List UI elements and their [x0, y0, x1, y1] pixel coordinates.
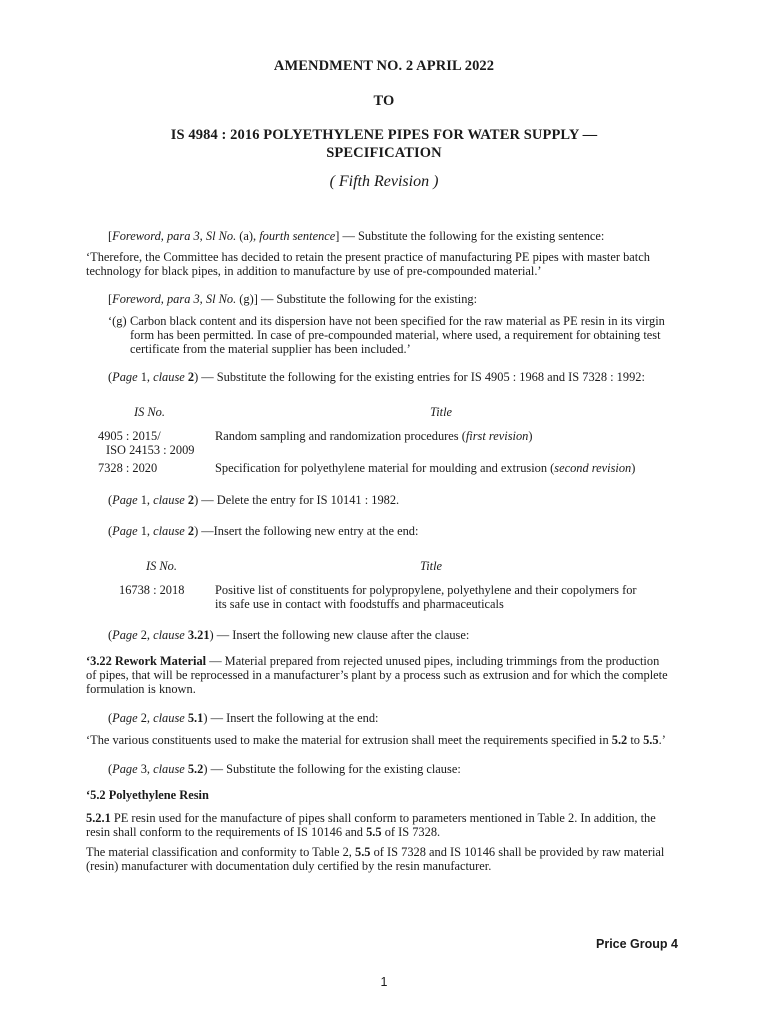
- amendment-to: TO: [373, 93, 395, 109]
- table-cell-isno: 7328 : 2020: [98, 461, 158, 475]
- paragraph-line: certificate from the material supplier has been included.’: [130, 342, 411, 356]
- clause-322-line1: ‘3.22 Rework Material — Material prepared from rejected unused pipes, including trimmings from the production: [86, 654, 660, 668]
- paragraph-line: 5.2.1 PE resin used for the manufacture of pipes shall conform to parameters mentioned in Table 2. In addition, the: [86, 811, 656, 825]
- paragraph-line: of pipes, that will be reprocessed in a manufacturer’s plant by a process such as extrusion and for which the complete: [86, 668, 668, 682]
- paragraph-line: ‘Therefore, the Committee has decided to retain the present practice of manufacturing PE pipes with master batch: [86, 250, 650, 264]
- standard-title-line2: SPECIFICATION: [326, 145, 442, 161]
- table-cell-isno: ISO 24153 : 2009: [106, 443, 195, 457]
- paragraph-line: The material classification and conformity to Table 2, 5.5 of IS 7328 and IS 10146 shall be provided by raw material: [86, 845, 665, 859]
- page-number: 1: [380, 975, 388, 989]
- table-cell-title: Specification for polyethylene material for moulding and extrusion (second revision): [215, 461, 636, 475]
- table-cell-title: its safe use in contact with foodstuffs and pharmaceuticals: [215, 597, 504, 611]
- paragraph-line: resin shall conform to the requirements of IS 10146 and 5.5 of IS 7328.: [86, 825, 441, 839]
- price-group: Price Group 4: [596, 937, 678, 951]
- instruction-page2-clause321: (Page 2, clause 3.21) — Insert the following new clause after the clause:: [108, 628, 470, 642]
- paragraph-line: ‘The various constituents used to make the material for extrusion shall meet the requirements specified in 5.2 to 5.5.’: [86, 733, 666, 747]
- revision-label: ( Fifth Revision ): [329, 173, 439, 190]
- instruction-page2-clause51: (Page 2, clause 5.1) — Insert the following at the end:: [108, 711, 379, 725]
- instruction-page3-clause52: (Page 3, clause 5.2) — Substitute the following for the existing clause:: [108, 762, 461, 776]
- table-header-title: Title: [430, 405, 453, 419]
- clause-52-heading: ‘5.2 Polyethylene Resin: [86, 788, 209, 802]
- instruction-foreword-g: [Foreword, para 3, Sl No. (g)] — Substitute the following for the existing:: [108, 292, 478, 306]
- paragraph-line: technology for black pipes, in addition to manufacture by use of pre-compounded material.’: [86, 264, 542, 278]
- table-header-isno: IS No.: [134, 405, 165, 419]
- paragraph-line: (resin) manufacturer with documentation duly certified by the resin manufacturer.: [86, 859, 492, 873]
- paragraph-line: form has been permitted. In case of pre-compounded material, where used, a requirement for obtaining test: [130, 328, 661, 342]
- table-cell-isno: 4905 : 2015/: [98, 429, 161, 443]
- table-cell-title: Random sampling and randomization procedures (first revision): [215, 429, 533, 443]
- table-cell-title: Positive list of constituents for polypropylene, polyethylene and their copolymers for: [215, 583, 637, 597]
- instruction-page1-clause2-substitute: (Page 1, clause 2) — Substitute the following for the existing entries for IS 4905 : 1968 and IS 7328 : 1992:: [108, 370, 645, 384]
- table-header-isno: IS No.: [146, 559, 177, 573]
- paragraph-line: formulation is known.: [86, 682, 196, 696]
- table-cell-isno: 16738 : 2018: [119, 583, 185, 597]
- standard-title-line1: IS 4984 : 2016 POLYETHYLENE PIPES FOR WATER SUPPLY —: [170, 127, 598, 143]
- instruction-foreword-a: [Foreword, para 3, Sl No. (a), fourth sentence] — Substitute the following for the existing sentence:: [108, 229, 605, 243]
- instruction-page1-clause2-insert: (Page 1, clause 2) —Insert the following new entry at the end:: [108, 524, 419, 538]
- list-label-g: ‘(g): [108, 314, 127, 328]
- table-header-title: Title: [420, 559, 443, 573]
- paragraph-line: Carbon black content and its dispersion have not been specified for the raw material as PE resin in its virgin: [130, 314, 665, 328]
- instruction-page1-clause2-delete: (Page 1, clause 2) — Delete the entry for IS 10141 : 1982.: [108, 493, 400, 507]
- amendment-title: AMENDMENT NO. 2 APRIL 2022: [273, 58, 495, 74]
